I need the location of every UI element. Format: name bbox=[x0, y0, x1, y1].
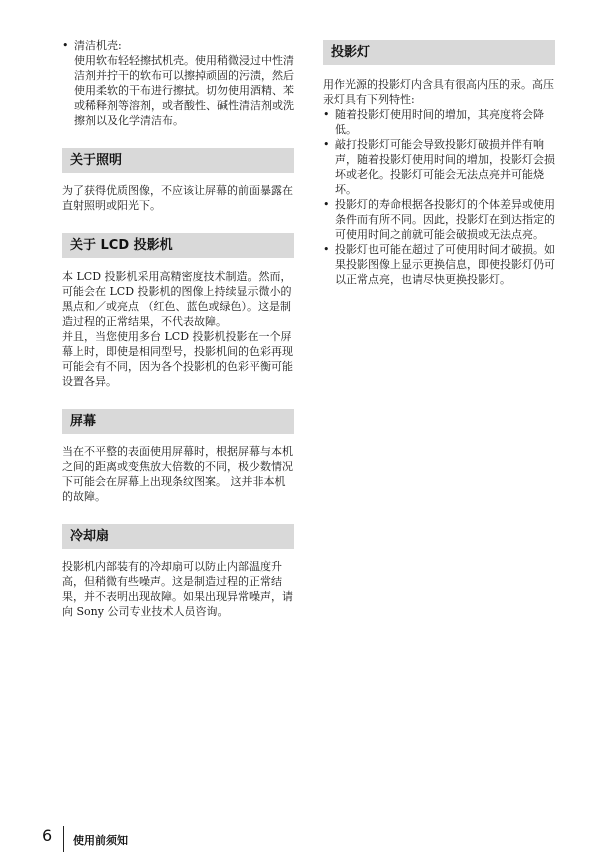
lamp-bullet-text: 投影灯也可能在超过了可使用时间才破损。如果投影图像上显示更换信息，即使投影灯仍可以正常点亮，也请尽快更换投影灯。 bbox=[335, 243, 555, 286]
page-number: 6 bbox=[42, 826, 53, 845]
bullet-dot: • bbox=[323, 108, 330, 121]
lamp-bullet bbox=[323, 137, 555, 197]
footer-section-label: 使用前须知 bbox=[73, 834, 128, 847]
lamp-heading: 投影灯 bbox=[323, 40, 555, 65]
cleaning-bullet bbox=[62, 38, 294, 128]
left-column bbox=[62, 38, 294, 619]
cleaning-body: 使用软布轻轻擦拭机壳。使用稍微浸过中性清洁剂并拧干的软布可以擦掉顽固的污渍，然后使用柔软的干布进行擦拭。切勿使用酒精、苯或稀释剂等溶剂，或者酸性、碱性清洁剂或洗擦剂以及化学清洁布。 bbox=[74, 54, 294, 127]
lamp-bullet bbox=[323, 107, 555, 137]
lighting-body: 为了获得优质图像，不应该让屏幕的前面暴露在直射照明或阳光下。 bbox=[62, 184, 293, 212]
footer-divider bbox=[63, 826, 64, 852]
lamp-bullet bbox=[323, 197, 555, 242]
lamp-bullet-text: 随着投影灯使用时间的增加，其亮度将会降低。 bbox=[335, 108, 544, 136]
screen-body: 当在不平整的表面使用屏幕时，根据屏幕与本机之间的距离或变焦放大倍数的不同，极少数情况下可能会在屏幕上出现条纹图案。 这并非本机的故障。 bbox=[62, 445, 293, 503]
lamp-bullet-text: 敲打投影灯可能会导致投影灯破损并伴有响声，随着投影灯使用时间的增加，投影灯会损坏或老化。投影灯可能会无法点亮并可能烧坏。 bbox=[335, 138, 555, 196]
lamp-intro: 用作光源的投影灯内含具有很高内压的汞。高压汞灯具有下列特性: bbox=[323, 78, 554, 106]
lcd-body-2: 并且，当您使用多台 LCD 投影机投影在一个屏幕上时，即使是相同型号，投影机间的色彩再现可能会有不同，因为各个投影机的色彩平衡可能设置各异。 bbox=[62, 330, 293, 388]
fan-body: 投影机内部装有的冷却扇可以防止内部温度升高，但稍微有些噪声。这是制造过程的正常结果，并不表明出现故障。如果出现异常噪声，请向 Sony 公司专业技术人员咨询。 bbox=[62, 560, 293, 618]
bullet-dot: • bbox=[323, 198, 330, 211]
bullet-dot: • bbox=[323, 138, 330, 151]
lamp-bullet-text: 投影灯的寿命根据各投影灯的个体差异或使用条件而有所不同。因此，投影灯在到达指定的可使用时间之前就可能会破损或无法点亮。 bbox=[335, 198, 555, 241]
lcd-body-1: 本 LCD 投影机采用高精密度技术制造。然而，可能会在 LCD 投影机的图像上持续显示微小的黑点和／或亮点 （红色、蓝色或绿色）。这是制造过程的正常结果，不代表故障。 bbox=[62, 270, 292, 328]
screen-heading: 屏幕 bbox=[62, 409, 294, 434]
bullet-dot: • bbox=[323, 243, 330, 256]
bullet-dot: • bbox=[62, 39, 69, 52]
lighting-heading: 关于照明 bbox=[62, 148, 294, 173]
lcd-heading: 关于 LCD 投影机 bbox=[62, 233, 294, 258]
fan-heading: 冷却扇 bbox=[62, 524, 294, 549]
right-column bbox=[323, 40, 555, 287]
lamp-bullet bbox=[323, 242, 555, 287]
cleaning-title: 清洁机壳: bbox=[74, 39, 122, 52]
